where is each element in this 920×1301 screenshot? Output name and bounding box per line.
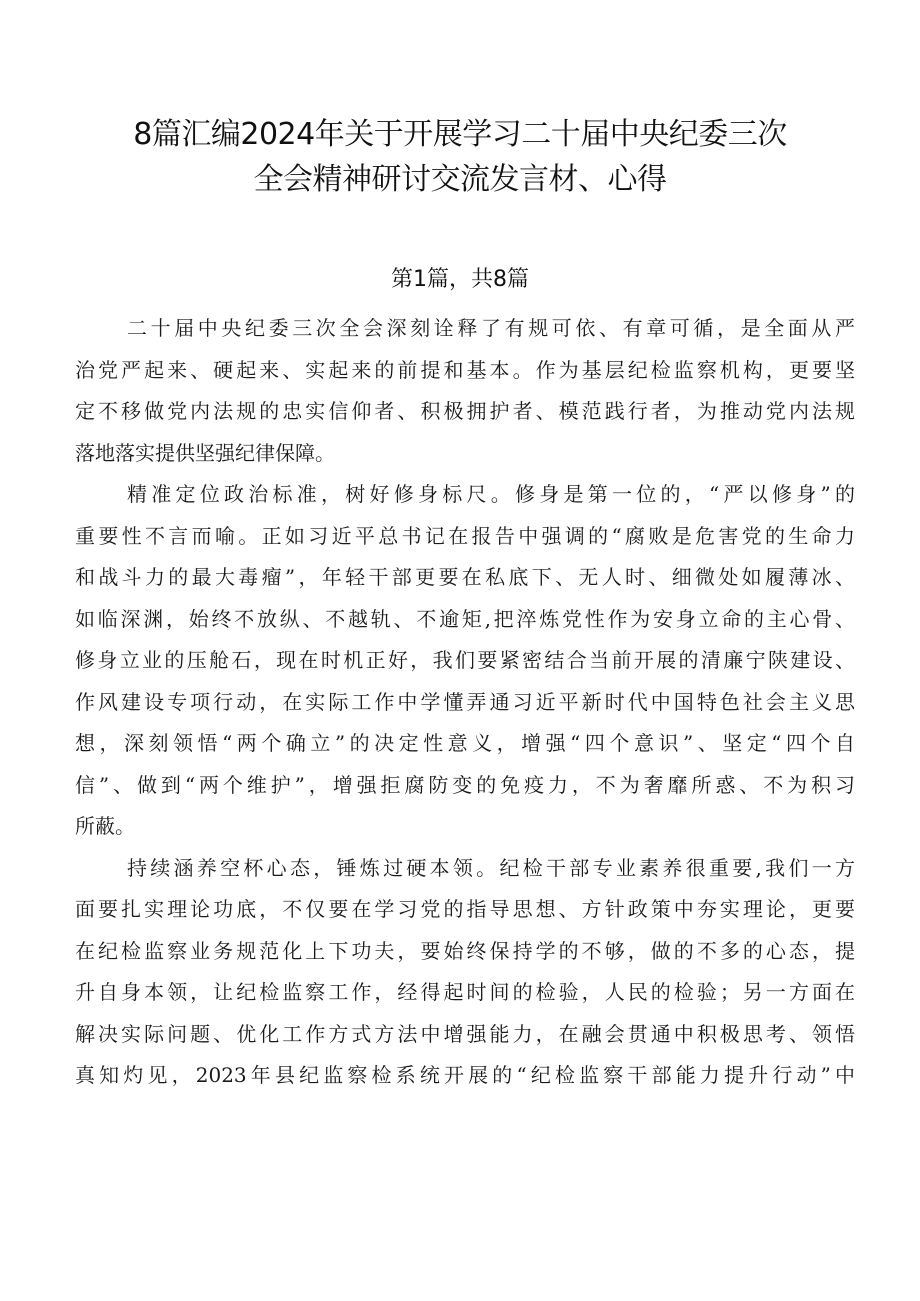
text-line: 落地落实提供坚强纪律保障。	[75, 440, 335, 465]
text-line: 精准定位政治标准，树好修身标尺。修身是第一位的，“严以修身”的	[127, 482, 855, 506]
text-line: 二十届中央纪委三次全会深刻诠释了有规可依、有章可循，是全面从严	[127, 316, 855, 340]
title-line: 全会精神研讨交流发言材、心得	[253, 162, 667, 197]
paragraph-3	[75, 848, 855, 1097]
document-body	[75, 308, 855, 1097]
document-title	[60, 112, 860, 202]
text-line: 定不移做党内法规的忠实信仰者、积极拥护者、模范践行者，为推动党内法规	[75, 399, 855, 423]
text-line: 修身立业的压舱石，现在时机正好，我们要紧密结合当前开展的清廉宁陕建设、	[75, 648, 855, 672]
text-line: 在纪检监察业务规范化上下功夫，要始终保持学的不够，做的不多的心态，提	[75, 938, 855, 963]
section-heading: 第1篇，共8篇	[391, 267, 529, 292]
paragraph-2	[75, 474, 855, 848]
text-line: 如临深渊，始终不放纵、不越轨、不逾矩,把淬炼党性作为安身立命的主心骨、	[75, 606, 855, 631]
text-line: 面要扎实理论功底，不仅要在学习党的指导思想、方针政策中夯实理论，更要	[75, 897, 855, 921]
text-line: 升自身本领，让纪检监察工作，经得起时间的检验，人民的检验；另一方面在	[75, 980, 855, 1004]
title-line: 8篇汇编2024年关于开展学习二十届中央纪委三次	[133, 117, 787, 152]
text-line: 和战斗力的最大毒瘤”，年轻干部更要在私底下、无人时、细微处如履薄冰、	[75, 565, 855, 589]
text-line: 持续涵养空杯心态，锤炼过硬本领。纪检干部专业素养很重要,我们一方	[127, 855, 855, 880]
paragraph-1	[75, 308, 855, 474]
text-line: 作风建设专项行动，在实际工作中学懂弄通习近平新时代中国特色社会主义思	[75, 689, 855, 714]
text-line: 想，深刻领悟“两个确立”的决定性意义，增强“四个意识”、坚定“四个自	[75, 731, 855, 755]
text-line: 重要性不言而喻。正如习近平总书记在报告中强调的“腐败是危害党的生命力	[75, 523, 855, 548]
text-line: 治党严起来、硬起来、实起来的前提和基本。作为基层纪检监察机构，更要坚	[75, 357, 855, 382]
text-line: 真知灼见，2023年县纪监察检系统开展的“纪检监察干部能力提升行动”中	[75, 1063, 855, 1087]
text-line: 所蔽。	[75, 814, 135, 838]
text-line: 解决实际问题、优化工作方式方法中增强能力，在融会贯通中积极思考、领悟	[75, 1021, 855, 1046]
text-line: 信”、做到“两个维护”，增强拒腐防变的免疫力，不为奢靡所惑、不为积习	[75, 772, 855, 797]
